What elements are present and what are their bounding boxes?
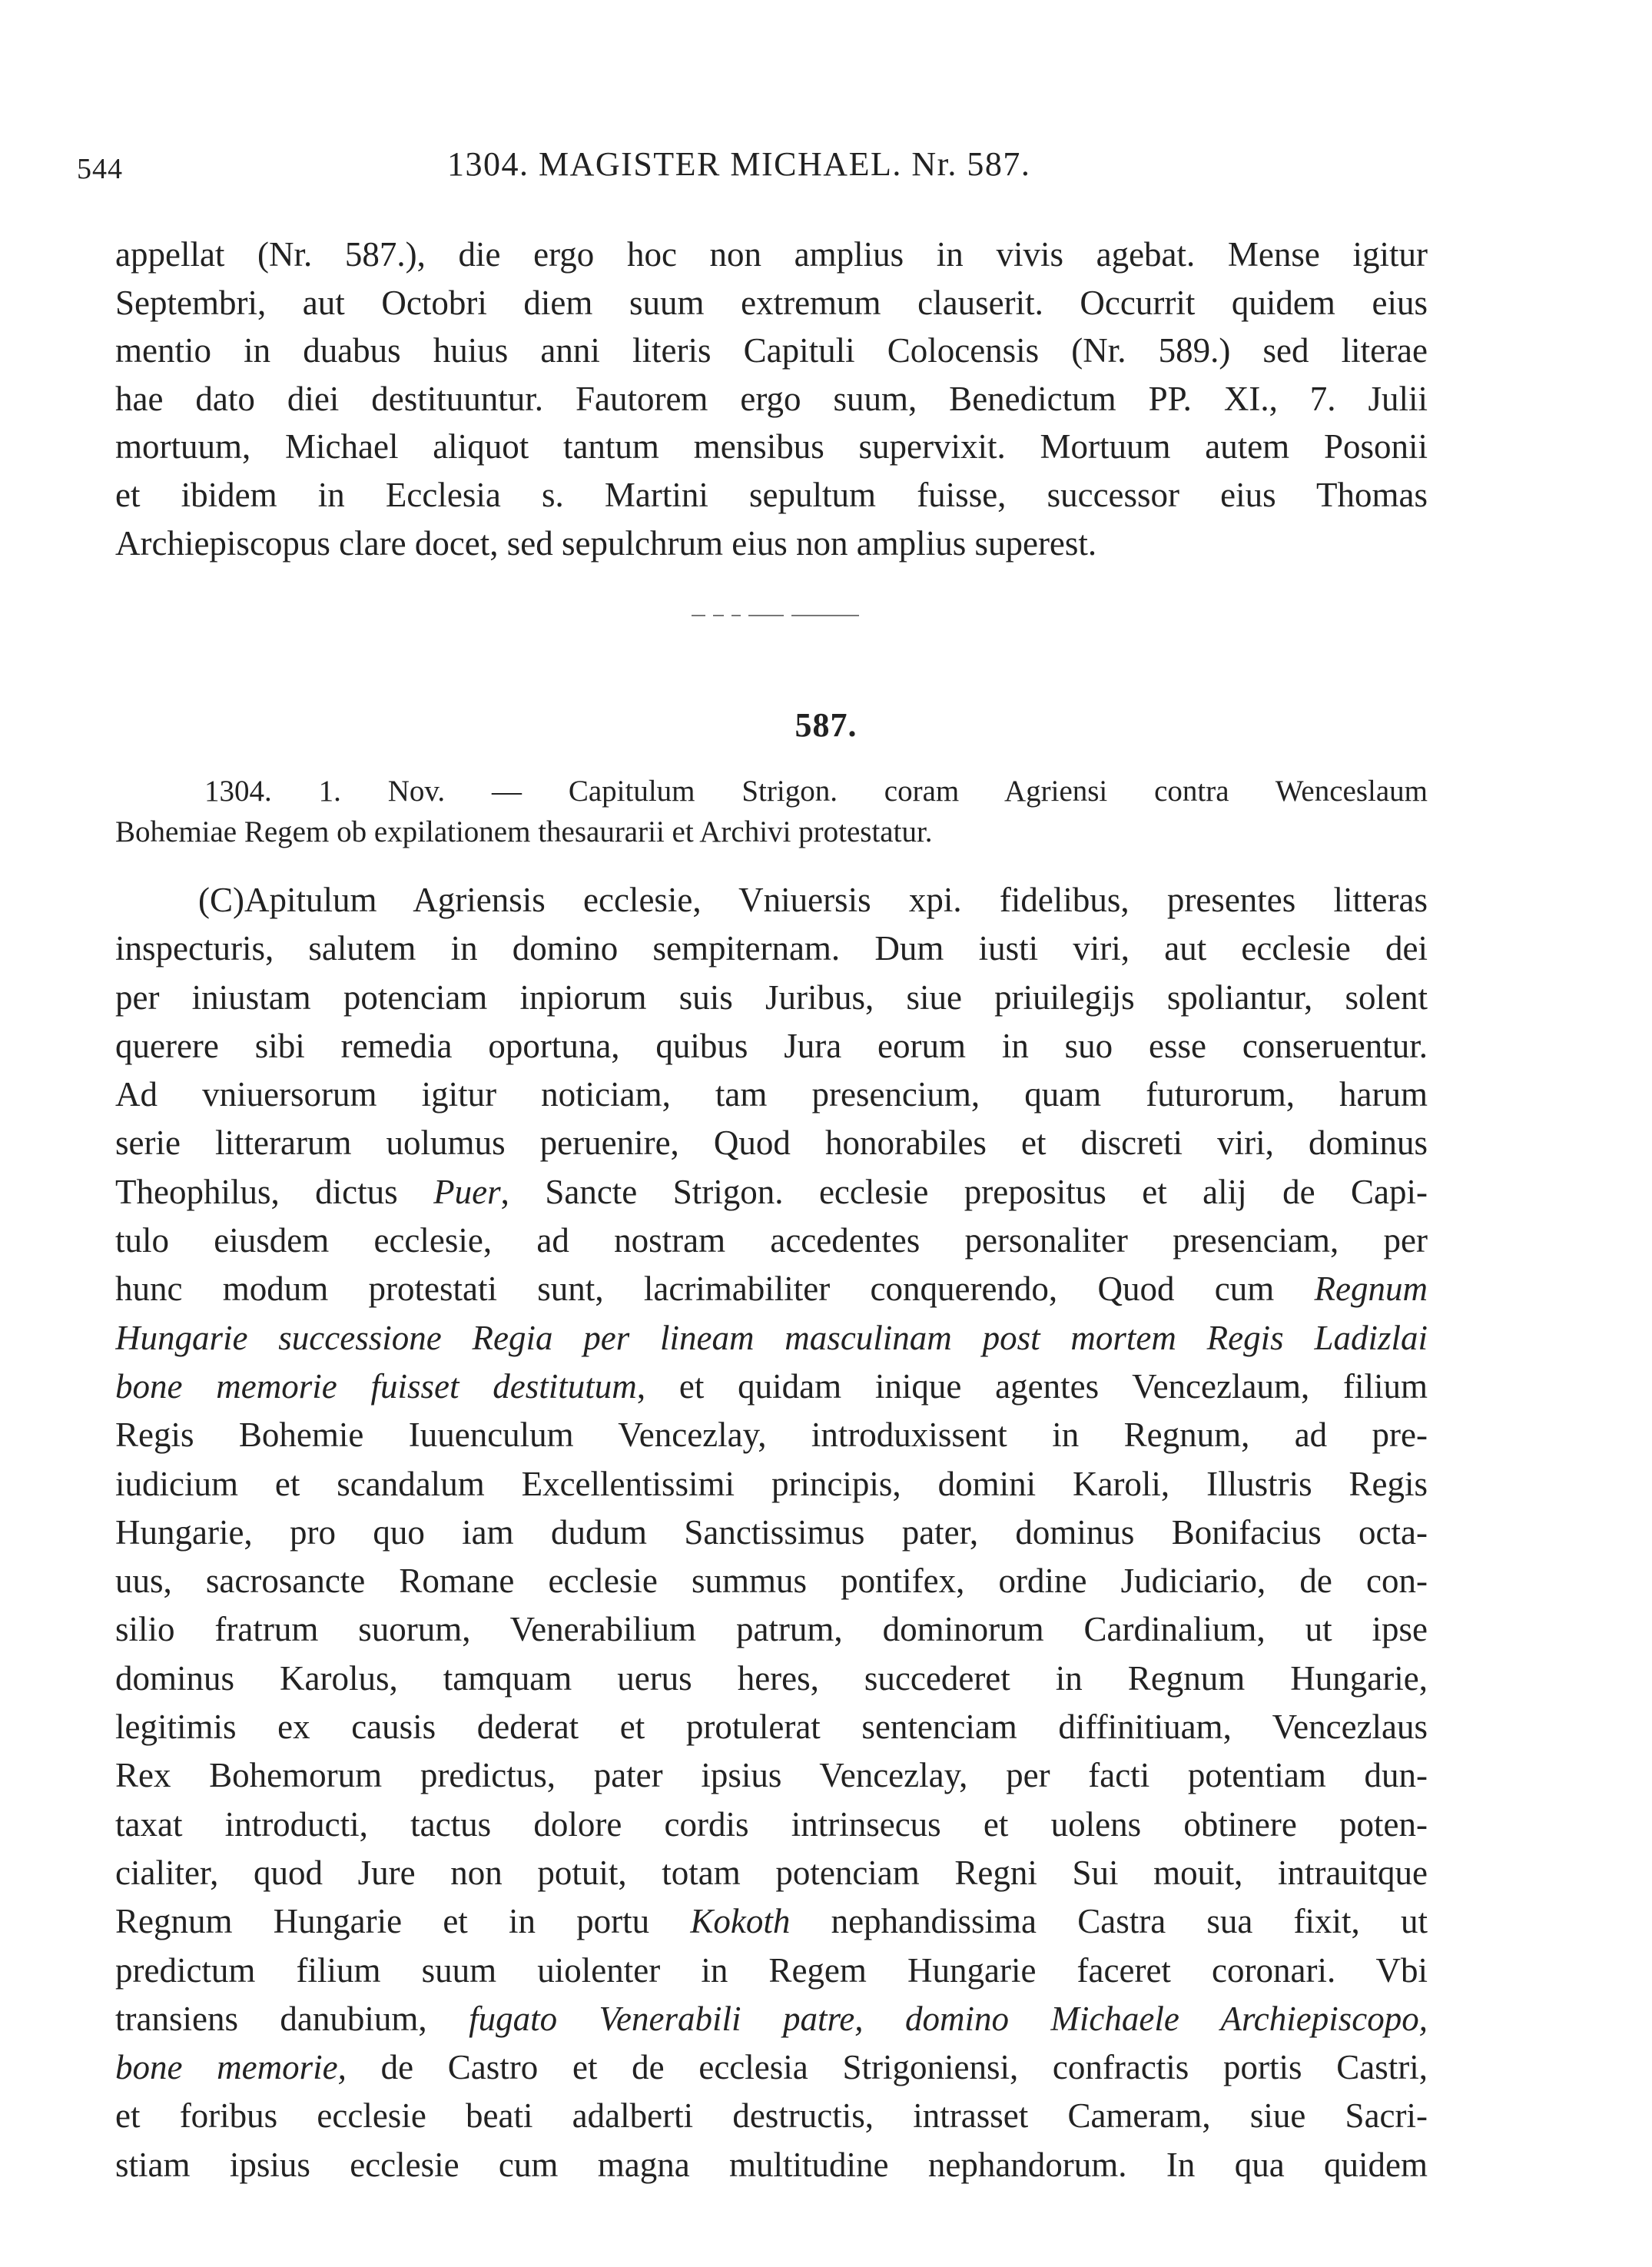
text-line [115, 2043, 1428, 2092]
italic-phrase: bone memorie, [115, 2048, 347, 2087]
text-line: stiam ipsius ecclesie cum magna multitudine nephandorum. In qua quidem [115, 2145, 1428, 2184]
text-line: Ad vniuersorum igitur noticiam, tam presencium, quam futurorum, harum [115, 1075, 1428, 1114]
italic-phrase: fugato Venerabili patre, domino Michaele Archiepiscopo, [469, 1999, 1428, 2038]
text-line: Hungarie successione Regia per lineam masculinam post mortem Regis Ladizlai [115, 1318, 1428, 1357]
line-part: de Castro et de ecclesia Strigoniensi, confractis portis Castri, [346, 2048, 1428, 2087]
text-line: uus, sacrosancte Romane ecclesie summus pontifex, ordine Judiciario, de con- [115, 1562, 1428, 1601]
text-line: cialiter, quod Jure non potuit, totam potenciam Regni Sui mouit, intrauitque [115, 1853, 1428, 1892]
italic-name: Puer [433, 1172, 501, 1211]
text-line: et foribus ecclesie beati adalberti destructis, intrasset Cameram, siue Sacri- [115, 2096, 1428, 2136]
line-part: , et quidam inique agentes Vencezlaum, filium [636, 1366, 1428, 1406]
line-part: hunc modum protestati sunt, lacrimabiliter conquerendo, Quod cum [115, 1270, 1315, 1309]
italic-phrase: Regnum [1314, 1270, 1428, 1309]
text-line: dominus Karolus, tamquam uerus heres, succederet in Regnum Hungarie, [115, 1658, 1428, 1698]
line-part: Regnum Hungarie et in portu [115, 1902, 691, 1941]
regest-line: Bohemiae Regem ob expilationem thesaurarii et Archivi protestatur. [115, 815, 933, 848]
text-line: appellat (Nr. 587.), die ergo hoc non amplius in vivis agebat. Mense igitur [115, 235, 1428, 274]
document-number: 587. [794, 706, 858, 744]
text-line: predictum filium suum uiolenter in Regem Hungarie faceret coronari. Vbi [115, 1950, 1428, 1990]
text-line: Archiepiscopus clare docet, sed sepulchrum eius non amplius superest. [115, 523, 1097, 563]
charter-text [115, 876, 1428, 2189]
text-line: mortuum, Michael aliquot tantum mensibus supervixit. Mortuum autem Posonii [115, 427, 1428, 466]
text-line: Rex Bohemorum predictus, pater ipsius Vencezlay, per facti potentiam dun- [115, 1756, 1428, 1795]
text-line: inspecturis, salutem in domino sempiternam. Dum iusti viri, aut ecclesie dei [115, 929, 1428, 968]
text-line: silio fratrum suorum, Venerabilium patrum, dominorum Cardinalium, ut ipse [115, 1610, 1428, 1649]
text-line [115, 1265, 1428, 1313]
text-line: Hungarie, pro quo iam dudum Sanctissimus pater, dominus Bonifacius octa- [115, 1512, 1428, 1552]
text-line: Septembri, aut Octobri diem suum extremum clauserit. Occurrit quidem eius [115, 283, 1428, 322]
section-separator [692, 615, 859, 616]
line-part: Theophilus, dictus [115, 1172, 434, 1211]
text-line: Regis Bohemie Iuuenculum Vencezlay, introduxissent in Regnum, ad pre- [115, 1416, 1428, 1455]
italic-place: Kokoth [690, 1902, 791, 1941]
text-line [115, 1363, 1428, 1411]
text-line: taxat introducti, tactus dolore cordis intrinsecus et uolens obtinere poten- [115, 1804, 1428, 1844]
intro-paragraph [115, 231, 1428, 567]
text-line: et ibidem in Ecclesia s. Martini sepultum fuisse, successor eius Thomas [115, 475, 1428, 514]
text-line: legitimis ex causis dederat et protulerat sentenciam diffinitiuam, Vencezlaus [115, 1708, 1428, 1747]
text-line [115, 1897, 1428, 1946]
text-line: (C)Apitulum Agriensis ecclesie, Vniuersis xpi. fidelibus, presentes litteras [198, 881, 1428, 919]
text-line [115, 1995, 1428, 2043]
text-line: iudicium et scandalum Excellentissimi principis, domini Karoli, Illustris Regis [115, 1464, 1428, 1503]
document-regest [115, 771, 1428, 852]
text-line [115, 1168, 1428, 1216]
line-part: transiens danubium, [115, 1999, 469, 2038]
text-line: mentio in duabus huius anni literis Capituli Colocensis (Nr. 589.) sed literae [115, 331, 1428, 370]
running-head: 1304. MAGISTER MICHAEL. Nr. 587. [447, 145, 1031, 183]
text-line: hae dato diei destituuntur. Fautorem ergo suum, Benedictum PP. XI., 7. Julii [115, 379, 1428, 418]
text-line: serie litterarum uolumus peruenire, Quod honorabiles et discreti viri, dominus [115, 1124, 1428, 1163]
regest-line: 1304. 1. Nov. — Capitulum Strigon. coram Agriensi contra Wenceslaum [204, 775, 1428, 808]
text-line: tulo eiusdem ecclesie, ad nostram accedentes personaliter presenciam, per [115, 1221, 1428, 1260]
text-line: per iniustam potenciam inpiorum suis Juribus, siue priuilegijs spoliantur, solent [115, 977, 1428, 1017]
page-number: 544 [77, 153, 123, 185]
line-part: , Sancte Strigon. ecclesie prepositus et alij de Capi- [500, 1172, 1428, 1211]
text-line: querere sibi remedia oportuna, quibus Jura eorum in suo esse conseruentur. [115, 1026, 1428, 1065]
line-part: nephandissima Castra sua fixit, ut [790, 1902, 1428, 1941]
italic-phrase: bone memorie fuisset destitutum [115, 1366, 637, 1406]
